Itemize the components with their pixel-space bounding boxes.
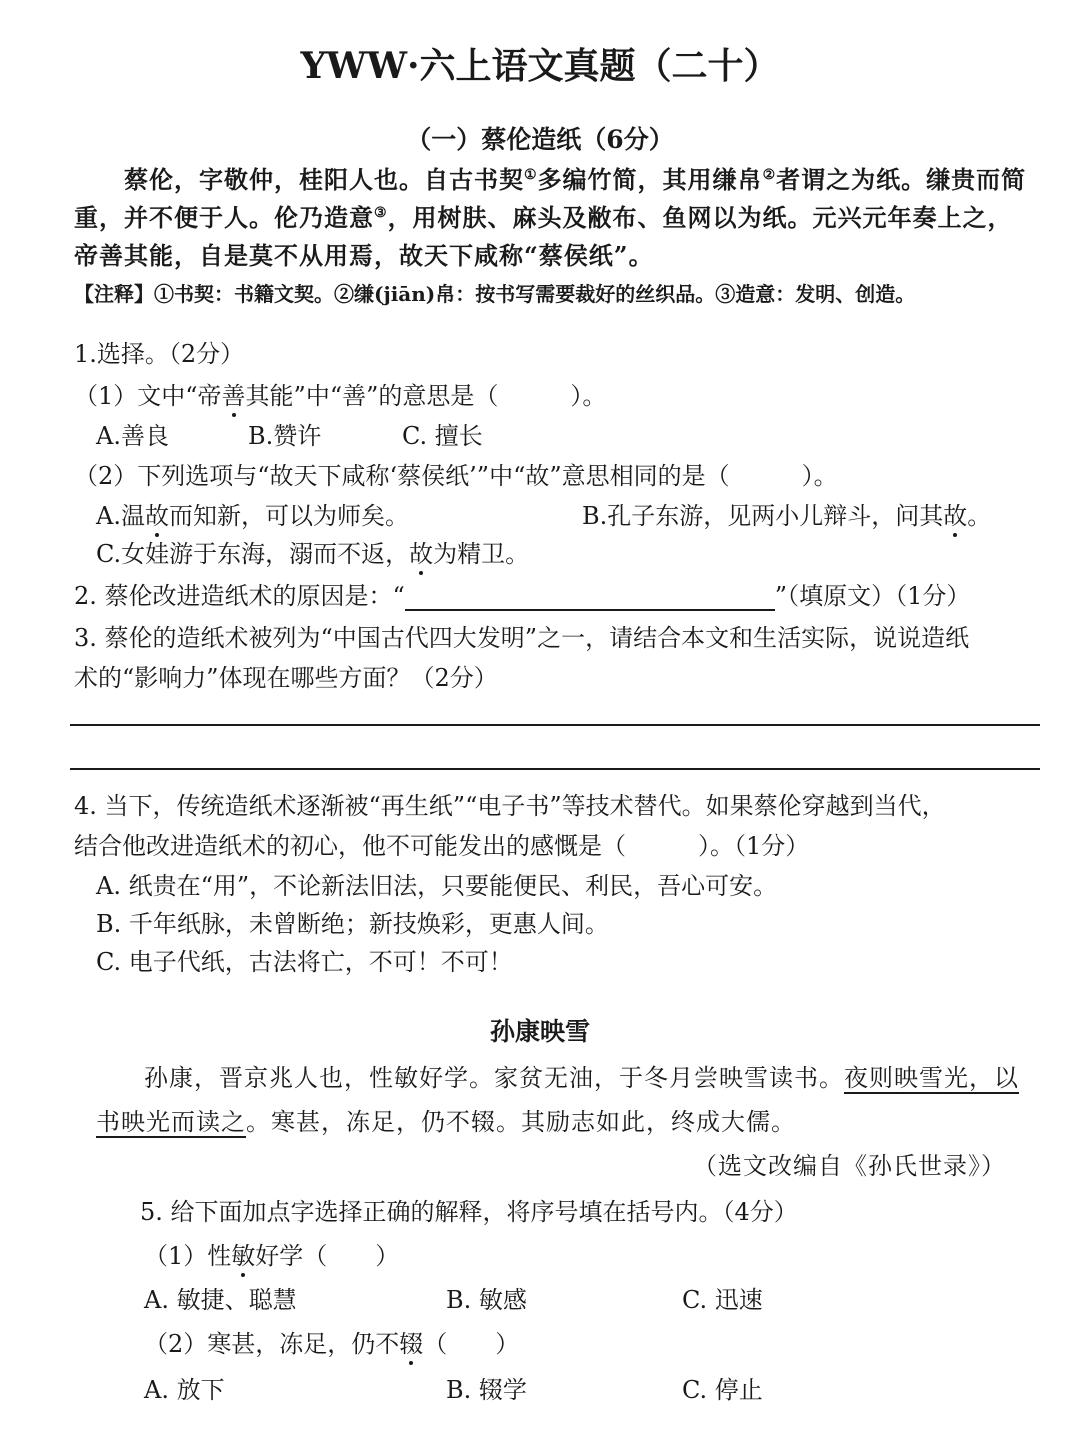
question-5-sub-1: （1）性敏好学（ ） bbox=[144, 1236, 399, 1271]
passage2-line-2: 书映光而读之。寒甚，冻足，仍不辍。其励志如此，终成大儒。 bbox=[96, 1108, 796, 1136]
question-2: 2. 蔡伦改进造纸术的原因是：“ ”（填原文）（1分） bbox=[74, 582, 971, 610]
answer-line-3b[interactable] bbox=[70, 768, 1040, 770]
answer-blank-2[interactable] bbox=[405, 587, 775, 611]
question-4-line-2: 结合他改进造纸术的初心，他不可能发出的感慨是（ ）。（1分） bbox=[74, 832, 810, 860]
question-3-line-1: 3. 蔡伦的造纸术被列为“中国古代四大发明”之一，请结合本文和生活实际，说说造纸 bbox=[74, 624, 970, 652]
option-5-2-c: C. 停止 bbox=[682, 1376, 763, 1404]
question-3-line-2: 术的“影响力”体现在哪些方面？（2分） bbox=[74, 664, 498, 692]
option-5-2-a: A. 放下 bbox=[144, 1376, 225, 1404]
question-5-stem: 5. 给下面加点字选择正确的解释，将序号填在括号内。（4分） bbox=[140, 1198, 798, 1226]
question-1-sub-2: （2）下列选项与“故天下咸称‘蔡侯纸’”中“故”意思相同的是（ ）。 bbox=[74, 462, 838, 490]
option-5-1-c: C. 迅速 bbox=[682, 1286, 763, 1314]
option-4-a: A. 纸贵在“用”，不论新法旧法，只要能便民、利民，吾心可安。 bbox=[96, 872, 778, 900]
passage-line-1: 蔡伦，字敬仲，桂阳人也。自古书契①多编竹简，其用缣帛②者谓之为纸。缣贵而简 bbox=[124, 165, 1027, 194]
option-1-1-c: C. 擅长 bbox=[402, 422, 483, 450]
option-5-1-b: B. 敏感 bbox=[446, 1286, 527, 1314]
passage2-source: （选文改编自《孙氏世录》） bbox=[693, 1152, 1006, 1180]
question-1-stem: 1.选择。（2分） bbox=[74, 340, 245, 368]
passage2-line-1: 孙康，晋京兆人也，性敏好学。家贫无油，于冬月尝映雪读书。夜则映雪光，以 bbox=[144, 1064, 1019, 1092]
option-1-2-c: C.女娃游于东海，溺而不返，故为精卫。 bbox=[96, 534, 529, 569]
page-title: YWW·六上语文真题（二十） bbox=[300, 45, 780, 87]
section-heading-cailun: （一）蔡伦造纸（6分） bbox=[406, 125, 674, 154]
option-1-1-a: A.善良 bbox=[96, 422, 169, 450]
option-5-1-a: A. 敏捷、聪慧 bbox=[144, 1286, 297, 1314]
section-heading-sunkang: 孙康映雪 bbox=[489, 1017, 590, 1046]
option-1-2-a: A.温故而知新，可以为师矣。 bbox=[96, 496, 409, 531]
passage-line-2: 重，并不便于人。伦乃造意③，用树肤、麻头及敝布、鱼网以为纸。元兴元年奏上之， bbox=[74, 203, 1013, 232]
option-4-b: B. 千年纸脉，未曾断绝；新技焕彩，更惠人间。 bbox=[96, 910, 609, 938]
question-4-line-1: 4. 当下，传统造纸术逐渐被“再生纸”“电子书”等技术替代。如果蔡伦穿越到当代， bbox=[74, 792, 946, 820]
passage-line-3: 帝善其能，自是莫不从用焉，故天下咸称“蔡侯纸”。 bbox=[74, 241, 654, 270]
annotation-note: 【注释】①书契：书籍文契。②缣(jiān)帛：按书写需要裁好的丝织品。③造意：发明、创造。 bbox=[74, 282, 916, 306]
option-5-2-b: B. 辍学 bbox=[446, 1376, 527, 1404]
option-4-c: C. 电子代纸，古法将亡，不可！不可！ bbox=[96, 948, 513, 976]
option-1-2-b: B.孔子东游，见两小儿辩斗，问其故。 bbox=[582, 496, 991, 531]
answer-line-3a[interactable] bbox=[70, 724, 1040, 726]
option-1-1-b: B.赞许 bbox=[248, 422, 322, 450]
question-5-sub-2: （2）寒甚，冻足，仍不辍（ ） bbox=[144, 1324, 519, 1359]
question-1-sub-1: （1）文中“帝善其能”中“善”的意思是（ ）。 bbox=[74, 376, 606, 411]
